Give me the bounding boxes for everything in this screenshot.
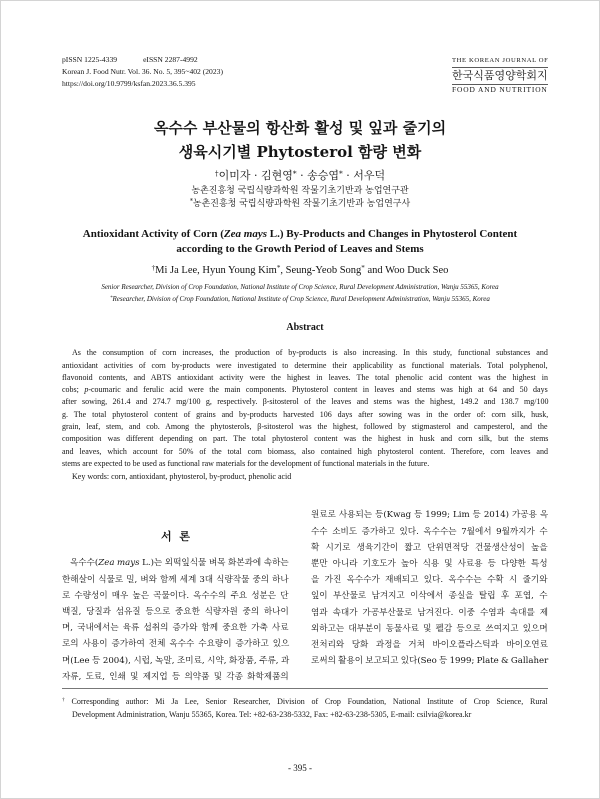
intro-left-line-text: 옥수수( (70, 558, 99, 569)
intro-right-line (311, 524, 548, 540)
title-english-line (55, 242, 545, 257)
abstract-line (62, 446, 548, 458)
journal-name-ko (452, 69, 548, 83)
title-english-text-text: L.) By-Products and Changes in Phytosterol Content (267, 228, 518, 240)
footnote-rule (62, 688, 548, 689)
abstract-line (62, 372, 548, 384)
doi-link[interactable]: https://doi.org/10.9799/ksfan.2023.36.5.395 (62, 79, 196, 88)
abstract-line-content: and leaves, which account for 50% of the total corn biomass, also contained high phytosterol content. Therefore, corn leaves and (62, 446, 548, 456)
authors-english-text-text: Mi Ja Lee, Hyun Young Kim (155, 265, 277, 276)
intro-right-line (311, 556, 548, 572)
intro-right-line-content: 을 가진 옥수수가 재배되고 있다. 옥수수는 수확 시 줄기와 (311, 575, 548, 586)
intro-left-line-content (70, 555, 289, 571)
affiliation-korean-text (190, 198, 410, 211)
authors-korean-text-text: · 송승엽 (296, 169, 339, 182)
affiliation-english-text-mark: * (110, 295, 113, 301)
intro-right-line (311, 605, 548, 621)
intro-left-line (62, 669, 289, 685)
title-english-line (55, 227, 545, 242)
issn-line (62, 54, 223, 66)
affiliation-korean (60, 185, 540, 198)
title-korean-line (50, 116, 550, 140)
intro-left-line-content: 로 수량성이 매우 높은 곡물이다. 옥수수의 주요 성분은 단 (62, 590, 289, 601)
authors-korean-text-mark: * (292, 168, 297, 178)
intro-left-line (62, 636, 289, 652)
footnote-line (62, 708, 548, 721)
abstract-line (62, 433, 548, 445)
keywords-text: Key words: corn, antioxidant, phytosterol, by-product, phenolic acid (72, 471, 292, 481)
abstract-line-content: composition was different depending on part. The total phytosterol content was the highest in husk and corn silk, but the stems (62, 434, 549, 444)
intro-left-column (62, 555, 289, 685)
electronic-issn: eISSN 2287-4992 (143, 55, 198, 64)
journal-name-en-bottom (452, 85, 548, 95)
abstract-line-text: -coumaric and ferulic acid were the main components. Phytosterol content in leaves and stems was high at 64 and 50 days (88, 385, 548, 395)
intro-left-line-content: 며, 국내에서는 육류 섭취의 증가와 함께 중요한 가축 사료 (62, 623, 289, 634)
authors-english-text-text: and Woo Duck Seo (364, 265, 449, 276)
intro-right-line-content: 잎이 부산물로 남겨지고 이삭에서 종실을 탈립 후 포엽, 수 (311, 591, 548, 602)
abstract-body (62, 347, 548, 470)
title-korean-text: 옥수수 부산물의 항산화 활성 및 잎과 줄기의 (153, 119, 447, 137)
intro-left-line (62, 588, 289, 604)
intro-right-column (311, 507, 548, 669)
abstract-line-content: stems are expected to be used as functional raw materials for the development of functional materials in the future. (62, 458, 430, 468)
affiliation-english-text (110, 293, 490, 305)
abstract-heading: Abstract (286, 322, 324, 333)
authors-korean (60, 169, 540, 183)
abstract-line-content: flavonoid contents, and ABTS antioxidant activity were the highest in leaves. The total phenolic acid content was the highest in (62, 372, 548, 382)
footnote-line-content: Development Administration, Wanju 55365, Korea. Tel: +82-63-238-5332, Fax: +82-63-238-5305, E-mail: csilvia@korea.kr (72, 709, 472, 719)
section-heading-introduction: 서 론 (161, 530, 190, 543)
abstract-line-content: g. The total phytosterol content of grains and by-products harvested 106 days after sowing was in the order of: corn silk, husk, (62, 409, 549, 419)
abstract-line (62, 384, 548, 396)
intro-left-line (62, 653, 289, 669)
intro-left-line (62, 572, 289, 588)
authors-english-text-mark: * (276, 263, 281, 272)
intro-right-line-content: 염과 속대가 가공부산물로 남겨진다. 이중 수염과 속대를 제 (311, 607, 549, 618)
authors-english-text (152, 263, 449, 278)
abstract-line-content (62, 384, 548, 396)
page-number: - 395 - (288, 763, 312, 773)
journal-name-en-top-text: THE KOREAN JOURNAL OF (452, 57, 549, 64)
title-english-text (83, 227, 517, 242)
journal-name-en-top (452, 56, 548, 66)
keywords (72, 471, 548, 483)
intro-left-line-content: 로의 사용이 증가하여 전체 옥수수 수요량이 증가하고 있으 (62, 639, 290, 650)
intro-right-line-content: 뿐만 아니라 기호도가 높아 식용 및 사료용 등 다양한 특성 (311, 558, 548, 569)
title-english-text: according to the Growth Period of Leaves and Stems (176, 243, 424, 255)
intro-left-line-content: 백질, 당질과 섬유질 등으로 중요한 식량자원 중의 하나이 (62, 606, 289, 617)
abstract-line-text: cobs; (62, 385, 85, 395)
affiliation-korean (60, 198, 540, 211)
affiliation-korean-text: 농촌진흥청 국립식량과학원 작물기초기반과 농업연구관 (191, 186, 409, 196)
abstract-line (62, 347, 548, 359)
journal-name-ko-text: 한국식품영양학회지 (452, 69, 548, 82)
footnote-line-mark: † (62, 697, 65, 704)
intro-right-line-content: 로써의 활용이 보고되고 있다(Seo 등 1999; Plate & Gallaher (311, 656, 549, 667)
footnote-line-text: Corresponding author: Mi Ja Lee, Senior Researcher, Division of Crop Foundation, National Institute of Crop Science, Rural (64, 696, 548, 706)
abstract-line-content: As the consumption of corn increases, the production of by-products is also increasing. In this study, functional substances and (72, 348, 548, 358)
corresponding-author-footnote (62, 695, 548, 721)
title-english-text-text: Antioxidant Activity of Corn ( (82, 228, 224, 240)
authors-korean-text-text: · 서우덕 (342, 169, 386, 182)
intro-right-line (311, 572, 548, 588)
print-issn: pISSN 1225-4339 (62, 55, 118, 64)
intro-right-line (311, 653, 548, 669)
abstract-line (62, 360, 548, 372)
intro-right-line (311, 621, 548, 637)
journal-meta (62, 54, 223, 90)
journal-name-en-bottom-text: FOOD AND NUTRITION (452, 85, 548, 94)
authors-english (60, 263, 540, 278)
intro-right-line-content: 외하고는 대부분이 동물사료 및 펠감 등으로 쓰여지고 있으며 (311, 623, 548, 634)
abstract-line-content: after sowing, 261.4 and 274.7 mg/100 g, respectively. β-sitosterol of the leaves and stems was the highest, 149.2 and 138.7 mg/100 (62, 397, 549, 407)
affiliation-english (57, 293, 543, 305)
intro-right-line-content: 전처리와 당화 과정을 거쳐 바이오플라스틱과 바이오연료 (311, 639, 548, 650)
intro-left-line-italic: Zea mays (98, 558, 140, 569)
abstract-line (62, 409, 548, 421)
abstract-line (62, 421, 548, 433)
intro-left-line-content: 자류, 도료, 인쇄 및 제지업 등 의약품 및 각종 화학제품의 (62, 671, 289, 682)
intro-right-line-content: 원료로 사용되는 등(Kwag 등 1999; Lim 등 2014) 가공용 옥 (311, 510, 549, 521)
affiliation-english-text-text: Researcher, Division of Crop Foundation, National Institute of Crop Science, Rural Development Administration, Wanju 55365, Korea (112, 295, 490, 303)
authors-korean-text-mark: * (338, 168, 343, 178)
intro-left-line-text: L.)는 외떡잎식물 벼목 화본과에 속하는 (139, 558, 289, 569)
authors-english-text-mark: † (151, 263, 156, 272)
intro-right-line-content: 수수 소비도 증가하고 있다. 옥수수는 7월에서 9월까지가 수 (311, 526, 548, 537)
affiliation-english-text: Senior Researcher, Division of Crop Foundation, National Institute of Crop Science, Rural Development Administration, Wanju 55365, Korea (101, 283, 499, 291)
footnote-line (62, 695, 548, 708)
intro-right-line (311, 588, 548, 604)
authors-korean-text (215, 169, 385, 183)
title-english-text-italic: Zea mays (223, 228, 268, 240)
intro-left-line-content: 한해살이 식물로 밀, 벼와 함께 세계 3대 식량작물 중의 하나 (62, 574, 289, 585)
authors-korean-text-text: 이미자 · 김현영 (218, 169, 293, 182)
intro-left-line (62, 604, 289, 620)
intro-right-line-content: 확 시기로 생육기간이 짧고 단위면적당 건물생산성이 높을 (311, 542, 548, 553)
title-korean-text: 생육시기별 Phytosterol 함량 변화 (178, 143, 422, 161)
affiliation-korean-text-text: 농촌진흥청 국립식량과학원 작물기초기반과 농업연구사 (192, 198, 411, 209)
citation: Korean J. Food Nutr. Vol. 36. No. 5, 395~402 (2023) (62, 67, 223, 76)
intro-right-line (311, 507, 548, 523)
affiliation-english (57, 281, 543, 293)
abstract-line-content: grain, leaf, stem, and cob. Among the phytosterols, β-sitosterol was the highest, followed by stigmasterol and campesterol, and the (62, 422, 548, 432)
intro-left-line (62, 620, 289, 636)
affiliation-korean-text-mark: * (189, 197, 193, 205)
authors-english-text-mark: * (361, 263, 365, 272)
intro-right-line (311, 637, 548, 653)
abstract-line-italic: p (84, 385, 89, 395)
intro-left-line (62, 555, 289, 571)
intro-left-line-content: 며(Lee 등 2004), 시럽, 녹말, 조미료, 시약, 화장품, 주류, 과 (62, 655, 290, 666)
footnote-line-content (62, 695, 548, 708)
abstract-line (62, 396, 548, 408)
intro-right-line (311, 540, 548, 556)
journal-header-rule (452, 67, 548, 68)
authors-english-text-text: , Seung-Yeob Song (280, 265, 362, 276)
abstract-line (62, 458, 548, 470)
abstract-line-content: antioxidant activities of corn by-products were investigated to determine their applicability as functional materials. Total polyphenol, (62, 360, 548, 370)
title-korean-line (50, 140, 550, 164)
authors-korean-text-mark: † (214, 168, 219, 178)
